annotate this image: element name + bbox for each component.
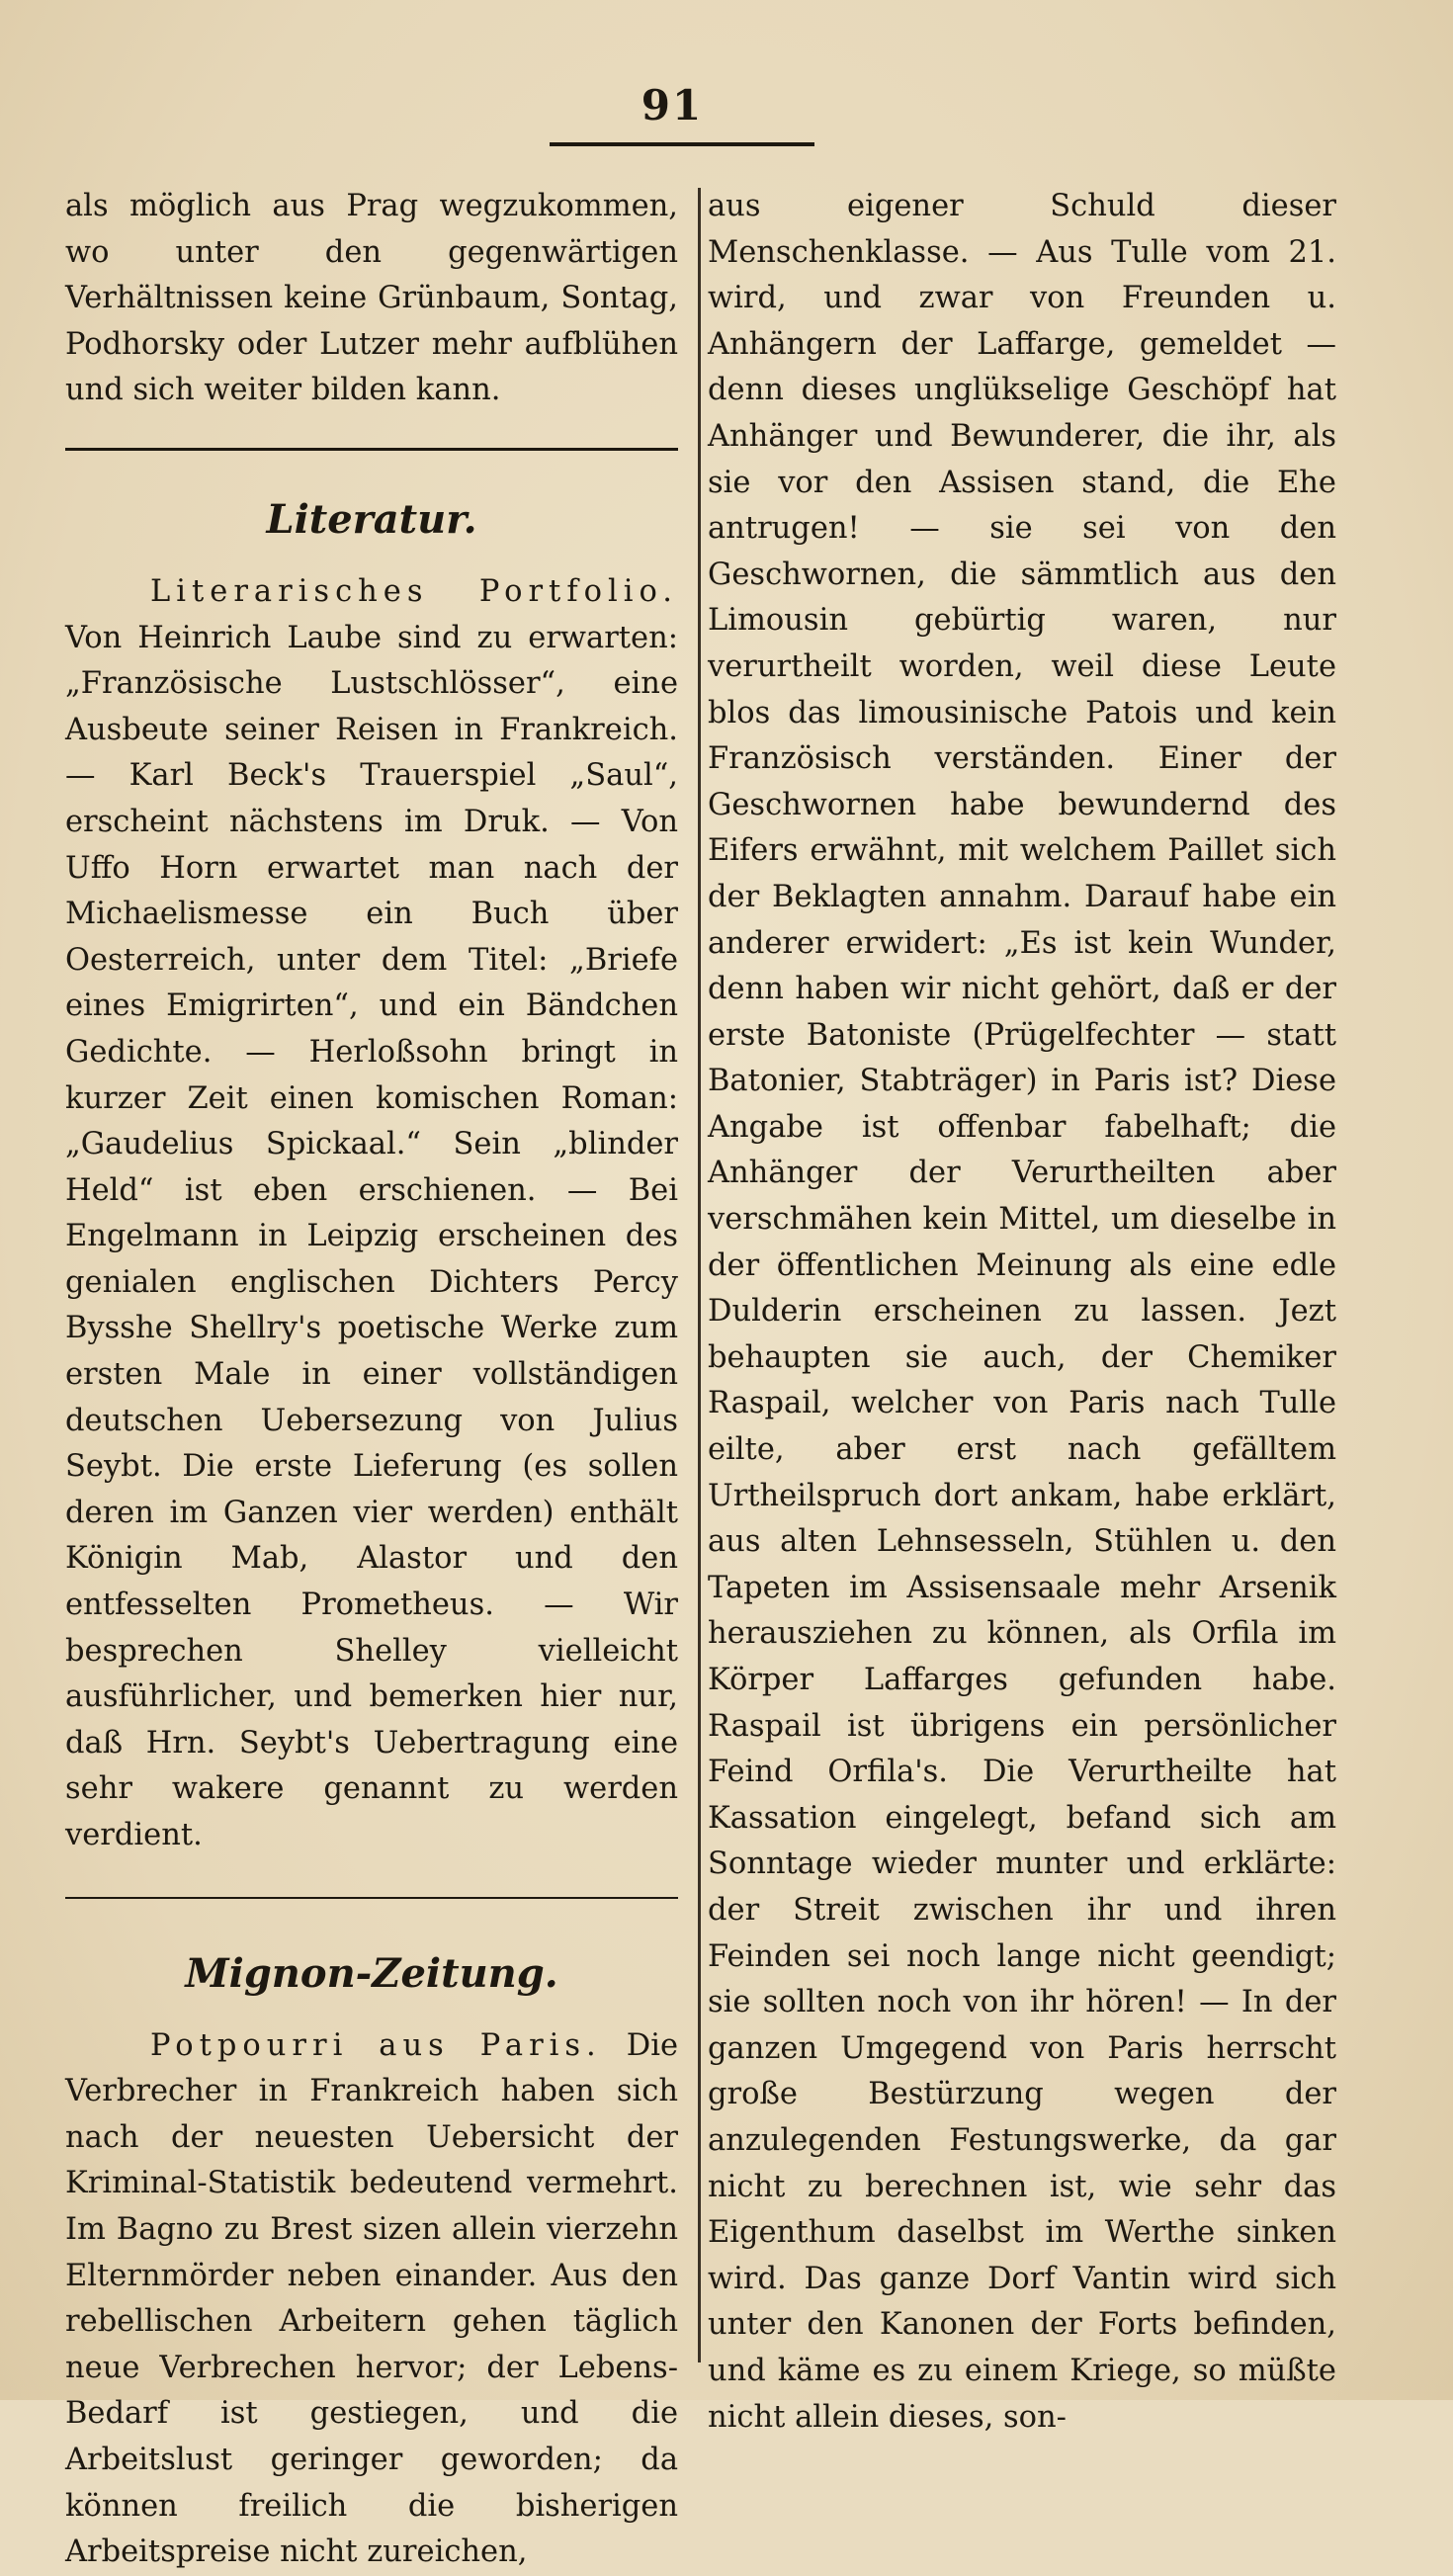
section-rule bbox=[65, 1897, 678, 1899]
intro-paragraph: als möglich aus Prag wegzukommen, wo unter den gegenwärtigen Verhältnissen keine Grünbaum, Sontag, Podhorsky oder Lutzer mehr aufblühen und sich weiter bilden kann. bbox=[65, 189, 678, 408]
mignon-lead: Potpourri aus Paris. bbox=[150, 2027, 602, 2063]
right-column-text: aus eigener Schuld dieser Menschenklasse. — Aus Tulle vom 21. wird, und zwar von Freunden u. Anhängern der Laffarge, gemeldet — denn dieses unglükselige Geschöpf hat Anhänger und Bewunderer, die ihr, als sie vor den Assisen stand, die Ehe antrugen! — sie sei von den Geschwornen, die sämmtlich aus den Limousin gebürtig waren, nur verurtheilt worden, weil diese Leute blos das limousinische Patois und kein Französisch verständen. Einer der Geschwornen habe bewundernd des Eifers erwähnt, mit welchem Paillet sich der Beklagten annahm. Darauf habe ein anderer erwidert: „Es ist kein Wunder, denn haben wir nicht gehört, daß er der erste Batoniste (Prügelfechter — statt Batonier, Stabträger) in Paris ist? Diese Angabe ist offenbar fabelhaft; die Anhänger der Verurtheilten aber verschmähen kein Mittel, um dieselbe in der öffentlichen Meinung als eine edle Dulderin erscheinen zu lassen. Jezt behaupten sie auch, der Chemiker Raspail, welcher von Paris nach Tulle eilte, aber erst nach gefälltem Urtheilspruch dort ankam, habe erklärt, aus alten Lehnsesseln, Stühlen u. den Tapeten im Assisensaale mehr Arsenik herausziehen zu können, als Orfila im Körper Laffarges gefunden habe. Raspail ist übrigens ein persönlicher Feind Orfila's. Die Verurtheilte hat Kassation eingelegt, befand sich am Sonntage wieder munter und erklärte: der Streit zwischen ihr und ihren Feinden sei noch lange nicht geendigt; sie sollten noch von ihr hören! — In der ganzen Umgegend von Paris herrscht große Bestürzung wegen der anzulegenden Festungswerke, da gar nicht zu berechnen ist, wie sehr das Eigenthum daselbst im Werthe sinken wird. Das ganze Dorf Vantin wird sich unter den Kanonen der Forts befinden, und käme es zu einem Kriege, so müßte nicht allein dieses, son- bbox=[708, 189, 1336, 2435]
page-number: 91 bbox=[641, 81, 704, 129]
mignon-body: Die Verbrecher in Frankreich haben sich nach der neuesten Uebersicht der Kriminal-Statistik bedeutend vermehrt. Im Bagno zu Brest sizen allein vierzehn Elternmörder neben einander. Aus den rebellischen Arbeitern gehen täglich neue Verbrechen hervor; der Lebens-Bedarf ist gestiegen, und die Arbeitslust geringer geworden; da können freilich die bisherigen Arbeitspreise nicht zureichen, bbox=[65, 2027, 678, 2570]
literatur-body: Von Heinrich Laube sind zu erwarten: „Französische Lustschlösser“, eine Ausbeute seiner Reisen in Frankreich. — Karl Beck's Trauerspiel „Saul“, erscheint nächstens im Druk. — Von Uffo Horn erwartet man nach der Michaelismesse ein Buch über Oesterreich, unter dem Titel: „Briefe eines Emigrirten“, und ein Bändchen Gedichte. — Herloßsohn bringt in kurzer Zeit einen komischen Roman: „Gaudelius Spickaal.“ Sein „blinder Held“ ist eben erschienen. — Bei Engelmann in Leipzig erscheinen des genialen englischen Dichters Percy Bysshe Shellry's poetische Werke zum ersten Male in einer vollständigen deutschen Uebersezung von Julius Seybt. Die erste Lieferung (es sollen deren im Ganzen vier werden) enthält Königin Mab, Alastor und den entfesselten Prometheus. — Wir besprechen Shelley vielleicht ausführlicher, und bemerken hier nur, daß Hrn. Seybt's Uebertragung eine sehr wakere genannt zu werden verdient. bbox=[65, 620, 678, 1852]
mignon-paragraph bbox=[65, 2023, 678, 2576]
left-column bbox=[65, 184, 678, 2576]
section-rule bbox=[65, 448, 678, 451]
section-title-literatur: Literatur. bbox=[266, 495, 477, 543]
literatur-lead: Literarisches Portfolio. bbox=[150, 573, 678, 609]
column-divider bbox=[698, 188, 701, 2362]
literatur-paragraph bbox=[65, 569, 678, 1859]
right-column bbox=[708, 184, 1336, 2441]
header-rule bbox=[550, 142, 814, 146]
section-title-mignon: Mignon-Zeitung. bbox=[185, 1949, 558, 1997]
